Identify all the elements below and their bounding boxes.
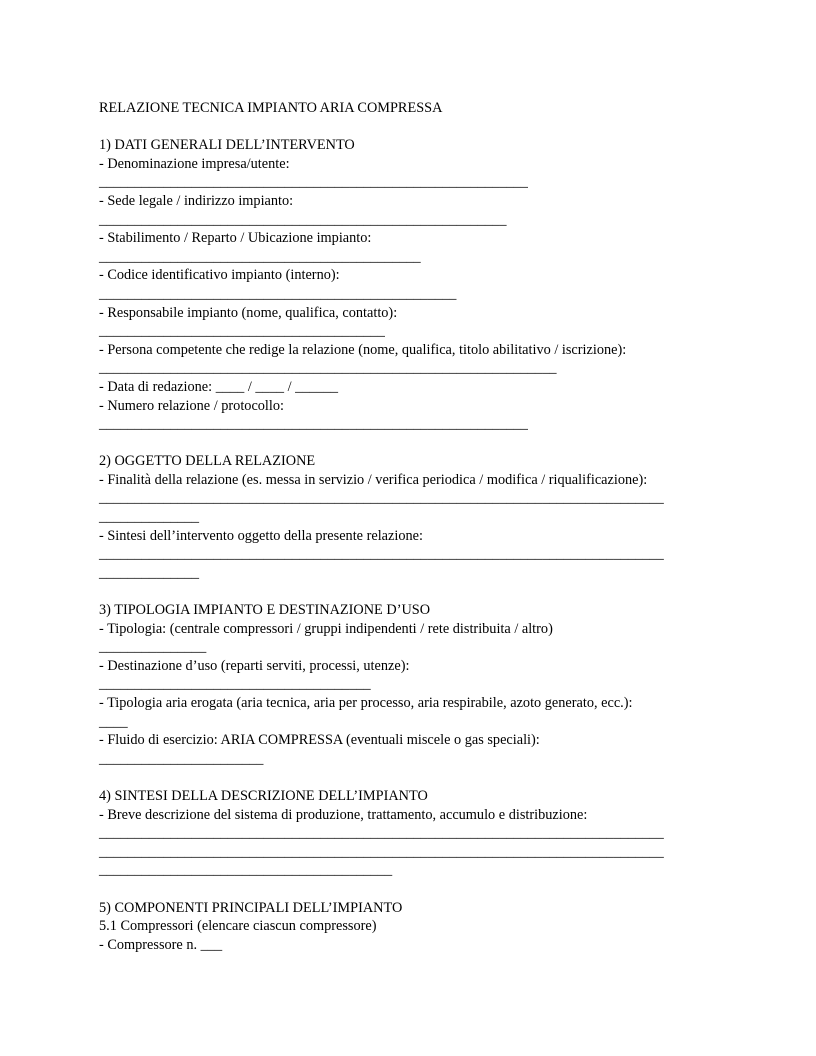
fill-in-line: _________________________________________________________ <box>99 211 507 228</box>
fill-in-line: _______________________________________________________________________________ <box>99 546 664 563</box>
fill-in-line: _______________________________________________________________________________ <box>99 825 664 842</box>
field-label: - Numero relazione / protocollo: <box>99 397 285 414</box>
blank-line <box>99 582 739 601</box>
fill-in-line: ________________________________________ <box>99 323 385 340</box>
fill-in-line: _________________________________________ <box>99 862 393 879</box>
blank-line <box>99 880 739 899</box>
fill-in-line: _______________________________________________________________________________ <box>99 843 664 860</box>
fill-in-line: _______________________ <box>99 750 264 767</box>
fill-in-line: ____________________________________________________________ <box>99 174 528 191</box>
fill-in-line: ______________ <box>99 564 200 581</box>
fill-in-line: __________________________________________________ <box>99 285 457 302</box>
section-heading: 2) OGGETTO DELLA RELAZIONE <box>99 453 316 470</box>
field-label: - Tipologia aria erogata (aria tecnica, aria per processo, aria respirabile, azoto generato, ecc.): <box>99 695 633 711</box>
fill-in-line: ______________ <box>99 509 200 526</box>
fill-in-line: _____________________________________________ <box>99 248 421 265</box>
fill-in-line: _______________________________________________________________________________ <box>99 490 664 507</box>
blank-line <box>99 434 739 453</box>
field-label: - Destinazione d’uso (reparti serviti, processi, utenze): <box>99 657 410 674</box>
field-label: - Responsabile impianto (nome, qualifica, contatto): <box>99 304 398 321</box>
fill-in-line: ______________________________________ <box>99 676 371 693</box>
field-label: - Fluido di esercizio: ARIA COMPRESSA (eventuali miscele o gas speciali): <box>99 732 540 749</box>
blank-line <box>99 768 739 787</box>
field-label: - Finalità della relazione (es. messa in servizio / verifica periodica / modifica / riqualificazione): <box>99 471 648 488</box>
field-label: - Tipologia: (centrale compressori / gruppi indipendenti / rete distribuita / altro) <box>99 620 553 637</box>
document-title: RELAZIONE TECNICA IMPIANTO ARIA COMPRESSA <box>99 100 443 116</box>
section-heading: 1) DATI GENERALI DELL’INTERVENTO <box>99 137 355 154</box>
document-page <box>99 99 739 954</box>
field-label: - Codice identificativo impianto (interno): <box>99 267 340 284</box>
field-label: - Persona competente che redige la relazione (nome, qualifica, titolo abilitativo / iscrizione): <box>99 341 627 358</box>
fill-in-line: ____________________________________________________________ <box>99 416 528 433</box>
field-label: - Denominazione impresa/utente: <box>99 155 290 172</box>
section-heading: 3) TIPOLOGIA IMPIANTO E DESTINAZIONE D’USO <box>99 602 431 619</box>
date-field: - Data di redazione: ____ / ____ / ______ <box>99 378 339 395</box>
blank-line <box>99 118 739 137</box>
field-label: - Compressore n. ___ <box>99 936 223 953</box>
fill-in-line: _______________ <box>99 639 207 656</box>
field-label: - Sede legale / indirizzo impianto: <box>99 192 294 209</box>
field-label: - Breve descrizione del sistema di produzione, trattamento, accumulo e distribuzione: <box>99 806 588 823</box>
subsection-heading: 5.1 Compressori (elencare ciascun compressore) <box>99 918 377 935</box>
section-heading: 4) SINTESI DELLA DESCRIZIONE DELL’IMPIANTO <box>99 787 428 804</box>
field-label: - Stabilimento / Reparto / Ubicazione impianto: <box>99 230 372 247</box>
section-heading: 5) COMPONENTI PRINCIPALI DELL’IMPIANTO <box>99 899 403 916</box>
field-label: - Sintesi dell’intervento oggetto della presente relazione: <box>99 527 423 544</box>
fill-in-line: ________________________________________________________________ <box>99 360 557 377</box>
fill-in-line: ____ <box>99 713 128 730</box>
